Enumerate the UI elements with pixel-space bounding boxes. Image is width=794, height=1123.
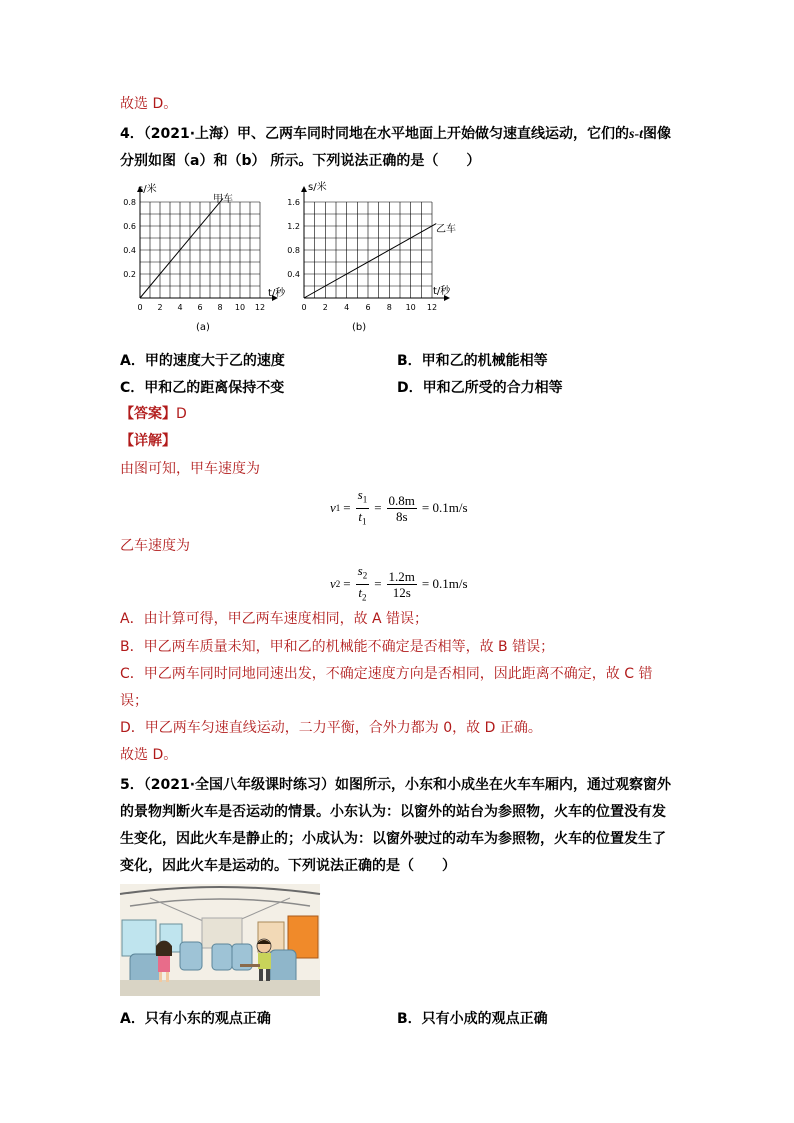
eq2-v-sub: 2 (335, 579, 341, 590)
graph-b-ylabel: s/米 (308, 182, 327, 193)
equation-1: v 1 = $\frac{s_1}{t_1}$ = $\frac{0.8m}{8s}$ = 0.1m/s (330, 487, 468, 529)
q4-option-a: A．甲的速度大于乙的速度 (120, 353, 285, 369)
ga-xtick-label: 12 (254, 303, 266, 312)
q5-option-a: A．只有小东的观点正确 (120, 1011, 271, 1027)
q5-stem-line4: 变化，因此火车是运动的。下列说法正确的是（ ） (120, 858, 456, 874)
gb-xtick-label: 8 (386, 303, 392, 312)
graph-b-grid (304, 202, 432, 298)
eq2-t: t (358, 584, 362, 600)
ga-ytick-label: 0.4 (123, 246, 136, 255)
ga-xtick-label: 4 (177, 303, 183, 312)
eq1-t-sub: 1 (361, 516, 367, 527)
eq1-v-sub: 1 (335, 503, 341, 514)
gb-xtick-label: 2 (322, 303, 328, 312)
ga-xtick-label: 2 (157, 303, 163, 312)
eq1-t: t (358, 508, 362, 524)
q4-option-d: D．甲和乙所受的合力相等 (397, 380, 563, 396)
ga-ytick-label: 0.8 (123, 198, 136, 207)
explain-d: D．甲乙两车匀速直线运动，二力平衡，合外力都为 0，故 D 正确。 (120, 720, 542, 736)
graph-b-series-line (304, 224, 436, 298)
ga-xtick-label: 8 (217, 303, 223, 312)
detail-text1: 由图可知，甲车速度为 (120, 461, 260, 477)
ga-xtick-label: 0 (137, 303, 143, 312)
graph-b-caption: (b) (352, 322, 367, 333)
graph-b-line-label: 乙车 (436, 224, 456, 235)
gb-y-arrow (301, 186, 307, 192)
train-interior-illustration (120, 884, 320, 996)
q5-stem-line3: 生变化，因此火车是静止的；小成认为：以窗外驶过的动车为参照物，火车的位置发生了 (120, 831, 666, 847)
eq2-s-sub: 2 (362, 570, 368, 581)
graph-a-grid (140, 202, 260, 298)
eq2-den: 12s (392, 584, 411, 600)
eq1-frac-values (387, 493, 417, 524)
q5-option-b: B．只有小成的观点正确 (397, 1011, 548, 1027)
gb-ytick-label: 1.6 (287, 198, 300, 207)
graph-a-series-line (140, 198, 223, 298)
detail-text2: 乙车速度为 (120, 538, 190, 554)
eq2-result: = 0.1m/s (421, 576, 468, 592)
graph-b (287, 178, 470, 338)
eq2-v: v (330, 576, 336, 592)
graph-a-axes (137, 186, 278, 301)
eq1-num: 0.8m (388, 492, 415, 508)
gb-xtick-label: 12 (426, 303, 438, 312)
answer-value: D (176, 406, 187, 422)
q4-stem-end: 图像 (643, 126, 672, 142)
q4-st-symbol: s-t (629, 127, 644, 142)
graph-b-xlabel: t/秒 (433, 286, 451, 297)
ga-ytick-label: 0.2 (123, 270, 136, 279)
graph-b-xticks (301, 303, 437, 312)
eq2-frac-values (387, 569, 417, 600)
q4-stem-text: 4．（2021·上海）甲、乙两车同时同地在水平地面上开始做匀速直线运动，它们的 (120, 126, 630, 142)
graph-b-axes (301, 186, 450, 301)
gb-ytick-label: 0.4 (287, 270, 300, 279)
final-answer: 故选 D。 (120, 747, 178, 763)
explain-b: B．甲乙两车质量未知，甲和乙的机械能不确定是否相等，故 B 错误； (120, 639, 555, 655)
ga-ytick-label: 0.6 (123, 222, 136, 231)
gb-xtick-label: 0 (301, 303, 307, 312)
q4-option-c: C．甲和乙的距离保持不变 (120, 380, 285, 396)
eq1-s: s (357, 487, 363, 502)
q5-stem-line2: 的景物判断火车是否运动的情景。小东认为：以窗外的站台为参照物，火车的位置没有发 (120, 804, 666, 820)
answer-tag: 【答案】 (120, 406, 176, 422)
gb-ytick-label: 0.8 (287, 246, 300, 255)
eq2-t-sub: 2 (361, 592, 367, 603)
ga-xtick-label: 6 (197, 303, 203, 312)
q5-stem-line1: 5．（2021·全国八年级课时练习）如图所示，小东和小成坐在火车车厢内，通过观察窗外 (120, 777, 672, 793)
graph-a (118, 178, 288, 338)
q4-answer (120, 404, 187, 424)
graph-a-ylabel: s/米 (138, 184, 157, 195)
q4-stem-line1 (120, 124, 671, 145)
gb-xtick-label: 10 (405, 303, 416, 312)
gb-ytick-label: 1.2 (287, 222, 300, 231)
eq1-result: = 0.1m/s (421, 500, 468, 516)
eq2-s: s (357, 563, 363, 578)
detail-tag: 【详解】 (120, 433, 176, 449)
explain-c-line2: 误； (120, 693, 148, 709)
eq1-s-sub: 1 (362, 494, 368, 505)
eq2-frac-symbolic (356, 563, 370, 605)
prev-conclusion: 故选 D。 (120, 96, 178, 112)
graph-a-xlabel: t/秒 (268, 288, 286, 299)
eq1-v: v (330, 500, 336, 516)
q4-stem-line2: 分别如图（a）和（b） 所示。下列说法正确的是（ ） (120, 153, 481, 169)
graph-a-yticks (123, 198, 136, 279)
graph-a-xticks (137, 303, 265, 312)
graph-a-line-label: 甲车 (213, 194, 233, 205)
equation-2: v 2 = $\frac{s_2}{t_2}$ = $\frac{1.2m}{12s}$ = 0.1m/s (330, 563, 468, 605)
graph-a-caption: (a) (196, 322, 210, 333)
ga-xtick-label: 10 (234, 303, 246, 312)
eq2-num: 1.2m (388, 568, 415, 584)
q4-option-b: B．甲和乙的机械能相等 (397, 353, 548, 369)
gb-xtick-label: 6 (365, 303, 371, 312)
explain-a: A．由计算可得，甲乙两车速度相同，故 A 错误； (120, 611, 429, 627)
explain-c-line1: C．甲乙两车同时同地同速出发，不确定速度方向是否相同，因此距离不确定，故 C 错 (120, 666, 653, 682)
eq1-den: 8s (395, 508, 408, 524)
eq1-frac-symbolic (356, 487, 370, 529)
graph-b-yticks (287, 198, 300, 279)
gb-xtick-label: 4 (344, 303, 350, 312)
